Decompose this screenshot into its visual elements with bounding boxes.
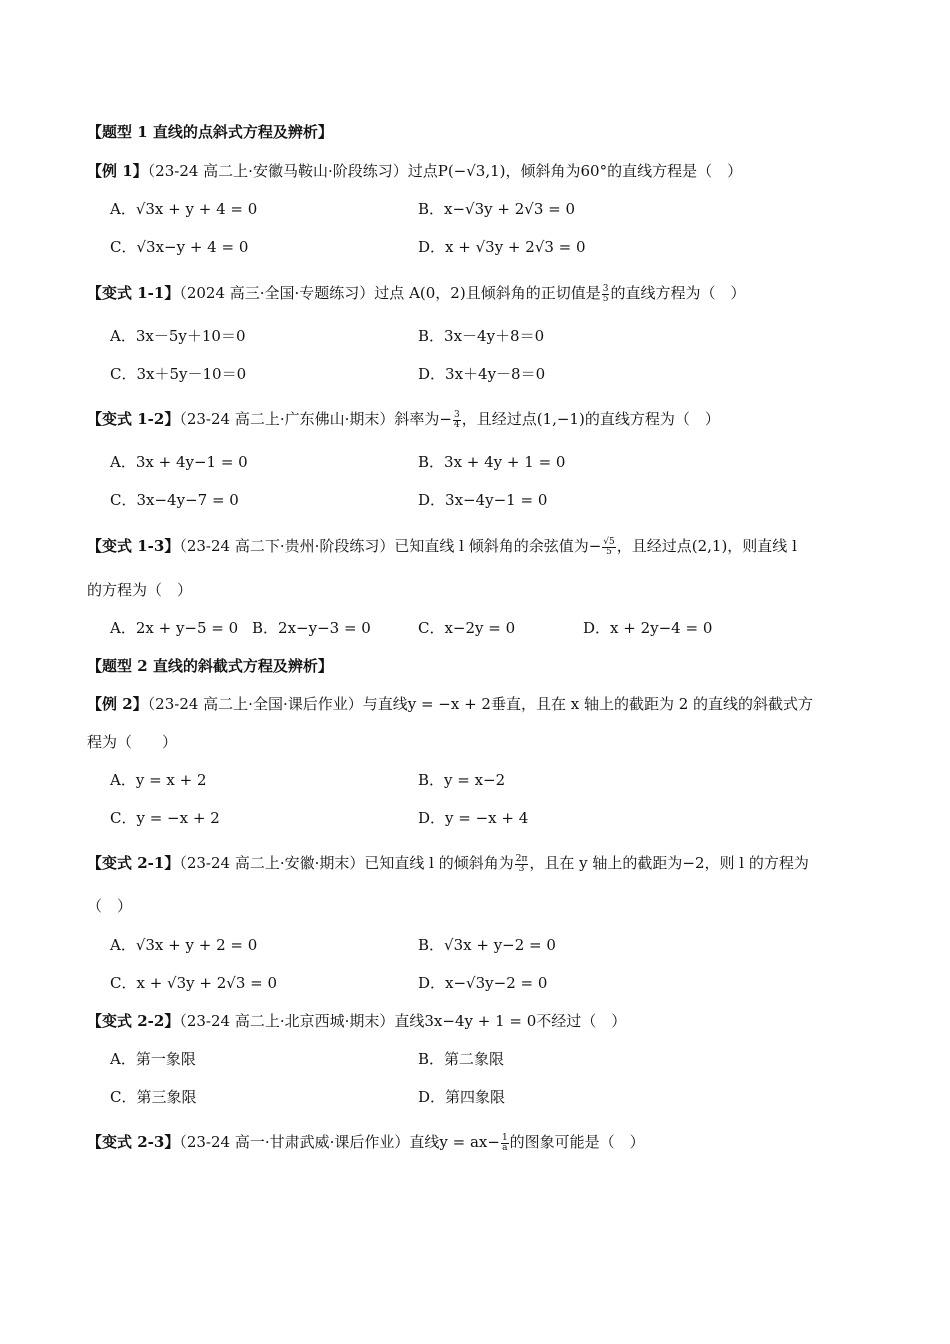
fraction [602, 285, 610, 304]
option-b: B．第二象限 [418, 1050, 505, 1068]
fraction-numerator: 3 [602, 283, 609, 294]
option-d: D．第四象限 [418, 1088, 506, 1106]
question-text-post: ，且在 y 轴上的截距为−2，则 l 的方程为 [529, 854, 809, 872]
example-2-question [87, 693, 813, 715]
question-text-pre: （23-24 高二下·贵州·阶段练习）已知直线 l 倾斜角的余弦值为− [179, 537, 602, 555]
option-a: A．第一象限 [110, 1050, 196, 1068]
fraction-denominator: 5 [602, 293, 609, 304]
option-c: C．x + √3y + 2√3 = 0 [110, 974, 278, 992]
question-label: 【变式 2-1】 [87, 854, 180, 872]
fraction-numerator: 1 [501, 1132, 508, 1143]
question-text-line2: 程为（ ） [87, 733, 178, 751]
option-b: B．x−√3y + 2√3 = 0 [418, 200, 576, 218]
question-label: 【变式 2-2】 [87, 1012, 180, 1030]
fraction [515, 855, 529, 874]
question-label: 【例 1】 [87, 162, 148, 180]
variant-1-1-question [87, 282, 745, 304]
question-text-post: 的直线方程为（ ） [610, 284, 746, 302]
fraction [501, 1134, 509, 1153]
fraction [453, 411, 461, 430]
variant-1-2-question [87, 408, 720, 430]
variant-1-3-question [87, 535, 797, 557]
section-heading-1: 【题型 1 直线的点斜式方程及辨析】 [87, 123, 333, 141]
fraction-numerator: 2π [515, 853, 528, 864]
question-text: （23-24 高二上·北京西城·期末）直线3x−4y + 1 = 0不经过（ ） [179, 1012, 627, 1030]
fraction-denominator: 4 [453, 419, 460, 430]
option-b: B．y = x−2 [418, 771, 506, 789]
question-text-post: ，且经过点(2,1)，则直线 l [616, 537, 797, 555]
fraction [602, 538, 615, 557]
fraction-denominator: 3 [518, 863, 525, 874]
option-a: A．3x－5y＋10＝0 [110, 327, 246, 345]
option-c: C．x−2y = 0 [418, 619, 516, 637]
variant-2-3-question [87, 1131, 645, 1153]
option-a: A．√3x + y + 2 = 0 [110, 936, 258, 954]
question-text-post: ，且经过点(1,−1)的直线方程为（ ） [461, 410, 720, 428]
fraction-denominator: a [502, 1142, 508, 1153]
option-b: B．√3x + y−2 = 0 [418, 936, 556, 954]
fraction-denominator: 5 [606, 546, 612, 557]
option-d: D．x−√3y−2 = 0 [418, 974, 548, 992]
option-c: C．3x＋5y－10＝0 [110, 365, 247, 383]
option-c: C．3x−4y−7 = 0 [110, 491, 239, 509]
option-c: C．y = −x + 2 [110, 809, 220, 827]
option-c: C．√3x−y + 4 = 0 [110, 238, 249, 256]
question-text-pre: （2024 高三·全国·专题练习）过点 A(0，2)且倾斜角的正切值是 [179, 284, 601, 302]
option-a: A．√3x + y + 4 = 0 [110, 200, 258, 218]
option-a: A．3x + 4y−1 = 0 [110, 453, 248, 471]
fraction-numerator: 3 [453, 409, 460, 420]
question-text-line2: （ ） [87, 897, 133, 915]
option-d: D．3x＋4y－8＝0 [418, 365, 546, 383]
option-c: C．第三象限 [110, 1088, 197, 1106]
question-text-pre: （23-24 高一·甘肃武威·课后作业）直线y = ax− [179, 1133, 500, 1151]
section-heading-2: 【题型 2 直线的斜截式方程及辨析】 [87, 657, 333, 675]
option-b: B．3x－4y＋8＝0 [418, 327, 545, 345]
option-d: D．x + √3y + 2√3 = 0 [418, 238, 586, 256]
option-d: D．x + 2y−4 = 0 [583, 619, 713, 637]
question-label: 【例 2】 [87, 695, 148, 713]
question-label: 【变式 1-1】 [87, 284, 180, 302]
question-text-pre: （23-24 高二上·广东佛山·期末）斜率为− [179, 410, 452, 428]
question-text: （23-24 高二上·安徽马鞍山·阶段练习）过点P(−√3,1)，倾斜角为60°的直线方程是（ ） [147, 162, 743, 180]
option-a: A．y = x + 2 [110, 771, 207, 789]
question-text-line2: 的方程为（ ） [87, 581, 193, 599]
variant-2-2-question [87, 1010, 626, 1032]
question-label: 【变式 1-2】 [87, 410, 180, 428]
question-text-post: 的图象可能是（ ） [509, 1133, 645, 1151]
example-1-question [87, 160, 742, 182]
variant-2-1-question [87, 852, 809, 874]
option-a: A．2x + y−5 = 0 [110, 619, 239, 637]
option-b: B．3x + 4y + 1 = 0 [418, 453, 566, 471]
option-d: D．3x−4y−1 = 0 [418, 491, 548, 509]
fraction-numerator: √5 [603, 536, 615, 547]
option-d: D．y = −x + 4 [418, 809, 529, 827]
question-text-pre: （23-24 高二上·安徽·期末）已知直线 l 的倾斜角为 [179, 854, 514, 872]
question-text: （23-24 高二上·全国·课后作业）与直线y = −x + 2垂直，且在 x 轴上的截距为 2 的直线的斜截式方 [147, 695, 814, 713]
question-label: 【变式 2-3】 [87, 1133, 180, 1151]
option-b: B．2x−y−3 = 0 [252, 619, 371, 637]
question-label: 【变式 1-3】 [87, 537, 180, 555]
